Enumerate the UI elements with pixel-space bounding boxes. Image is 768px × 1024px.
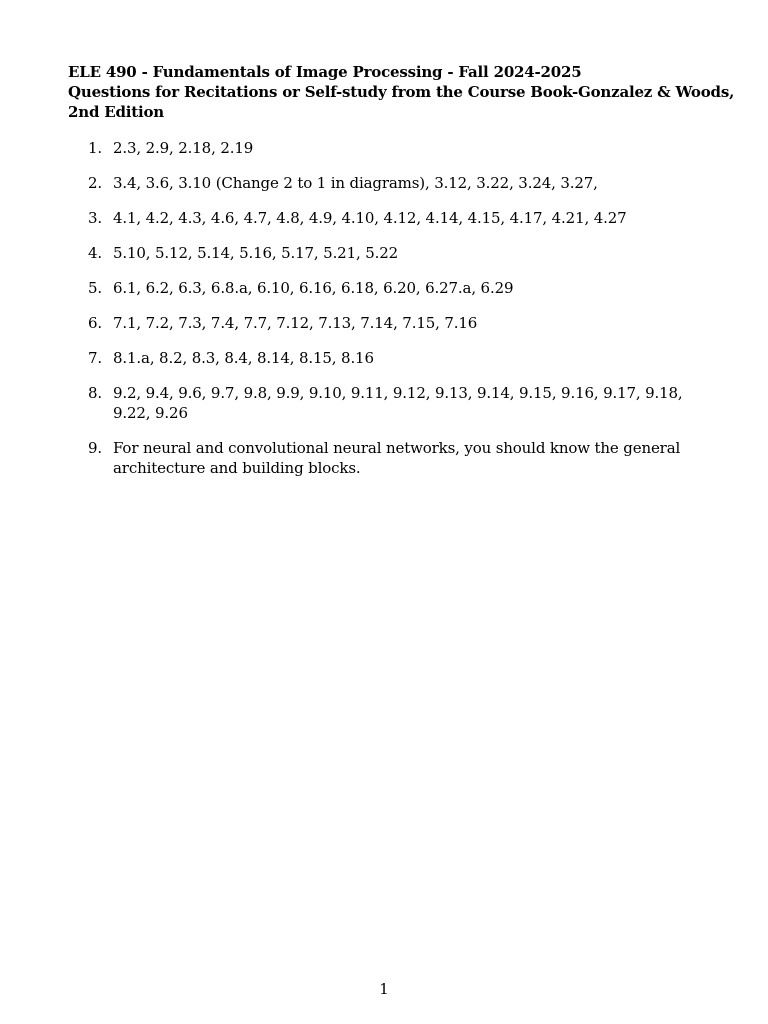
list-item <box>68 243 718 263</box>
item-number: 1. <box>88 139 103 157</box>
list-item <box>68 313 718 333</box>
item-number: 7. <box>88 349 103 367</box>
item-text: For neural and convolutional neural networks, you should know the general architecture and building blocks. <box>113 439 681 477</box>
item-number: 6. <box>88 314 103 332</box>
item-text: 8.1.a, 8.2, 8.3, 8.4, 8.14, 8.15, 8.16 <box>113 349 374 367</box>
item-text: 5.10, 5.12, 5.14, 5.16, 5.17, 5.21, 5.22 <box>113 244 399 262</box>
document-subtitle-line2: 2nd Edition <box>68 103 165 121</box>
document-header <box>68 62 735 122</box>
course-title: ELE 490 - Fundamentals of Image Processing - Fall 2024-2025 <box>68 63 582 81</box>
item-text: 9.2, 9.4, 9.6, 9.7, 9.8, 9.9, 9.10, 9.11, 9.12, 9.13, 9.14, 9.15, 9.16, 9.17, 9.18, 9.22, 9.26 <box>113 384 683 422</box>
item-number: 3. <box>88 209 103 227</box>
list-item <box>68 138 718 158</box>
document-subtitle-line1: Questions for Recitations or Self-study from the Course Book-Gonzalez & Woods, <box>68 83 735 101</box>
item-text: 2.3, 2.9, 2.18, 2.19 <box>113 139 254 157</box>
list-item <box>68 208 718 228</box>
list-item <box>68 348 718 368</box>
item-number: 4. <box>88 244 103 262</box>
question-list <box>68 138 718 493</box>
item-number: 5. <box>88 279 103 297</box>
item-number: 8. <box>88 384 103 402</box>
item-number: 2. <box>88 174 103 192</box>
list-item <box>68 278 718 298</box>
item-text: 7.1, 7.2, 7.3, 7.4, 7.7, 7.12, 7.13, 7.14, 7.15, 7.16 <box>113 314 478 332</box>
list-item <box>68 383 718 423</box>
page-number: 1 <box>379 980 389 998</box>
list-item <box>68 438 718 478</box>
item-text: 6.1, 6.2, 6.3, 6.8.a, 6.10, 6.16, 6.18, 6.20, 6.27.a, 6.29 <box>113 279 514 297</box>
item-text: 4.1, 4.2, 4.3, 4.6, 4.7, 4.8, 4.9, 4.10, 4.12, 4.14, 4.15, 4.17, 4.21, 4.27 <box>113 209 627 227</box>
list-item <box>68 173 718 193</box>
item-number: 9. <box>88 439 103 457</box>
item-text: 3.4, 3.6, 3.10 (Change 2 to 1 in diagrams), 3.12, 3.22, 3.24, 3.27, <box>113 174 598 192</box>
